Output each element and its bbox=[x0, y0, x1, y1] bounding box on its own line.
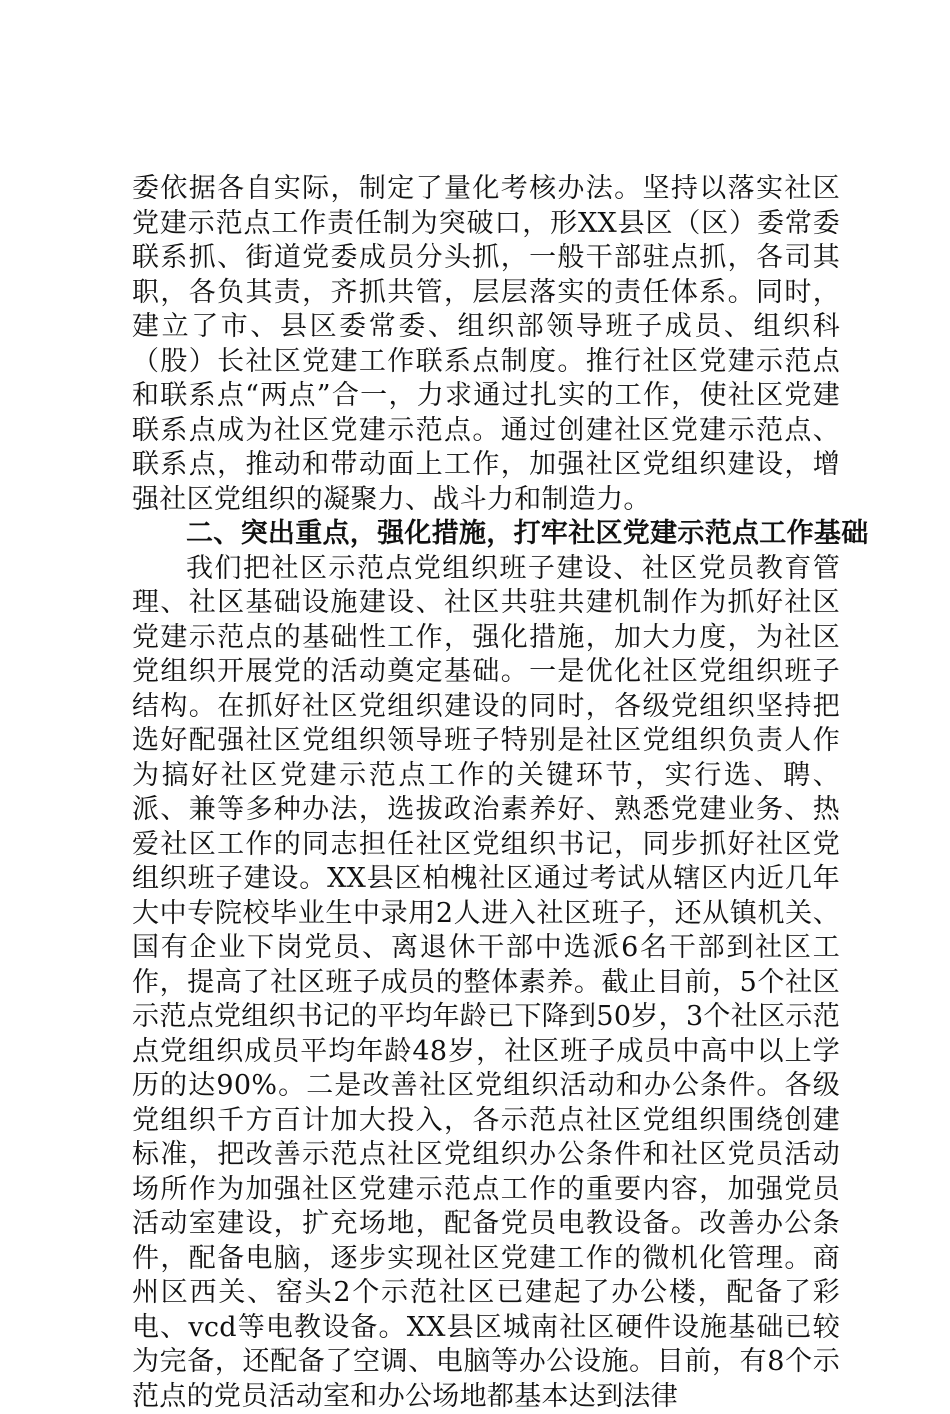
body-paragraph: 我们把社区示范点党组织班子建设、社区党员教育管理、社区基础设施建设、社区共驻共建机制作为抓好社区党建示范点的基础性工作，强化措施，加大力度，为社区党组织开展党的活动奠定基础。一是优化社区党组织班子结构。在抓好社区党组织建设的同时，各级党组织坚持把选好配强社区党组织领导班子特别是社区党组织负责人作为搞好社区党建示范点工作的关键环节，实行选、聘、派、兼等多种办法，选拔政治素养好、熟悉党建业务、热爱社区工作的同志担任社区党组织书记，同步抓好社区党组织班子建设。XX县区柏槐社区通过考试从辖区内近几年大中专院校毕业生中录用2人进入社区班子，还从镇机关、国有企业下岗党员、离退休干部中选派6名干部到社区工作，提高了社区班子成员的整体素养。截止目前，5个社区示范点党组织书记的平均年龄已下降到50岁，3个社区示范点党组织成员平均年龄48岁，社区班子成员中高中以上学历的达90%。二是改善社区党组织活动和办公条件。各级党组织千方百计加大投入，各示范点社区党组织围绕创建标准，把改善示范点社区党组织办公条件和社区党员活动场所作为加强社区党建示范点工作的重要内容，加强党员活动室建设，扩充场地，配备党员电教设备。改善办公条件，配备电脑，逐步实现社区党建工作的微机化管理。商州区西关、窑头2个示范社区已建起了办公楼，配备了彩电、vcd等电教设备。XX县区城南社区硬件设施基础已较为完备，还配备了空调、电脑等办公设施。目前，有8个示范点的党员活动室和办公场地都基本达到法律 bbox=[132, 552, 840, 1414]
body-paragraph-continued: 委依据各自实际，制定了量化考核办法。坚持以落实社区党建示范点工作责任制为突破口，形XX县区（区）委常委联系抓、街道党委成员分头抓，一般干部驻点抓，各司其职，各负其责，齐抓共管，层层落实的责任体系。同时，建立了市、县区委常委、组织部领导班子成员、组织科（股）长社区党建工作联系点制度。推行社区党建示范点和联系点“两点”合一，力求通过扎实的工作，使社区党建联系点成为社区党建示范点。通过创建社区党建示范点、联系点，推动和带动面上工作，加强社区党组织建设，增强社区党组织的凝聚力、战斗力和制造力。 bbox=[132, 172, 840, 517]
document-page bbox=[132, 172, 840, 1414]
section-heading: 二、突出重点，强化措施，打牢社区党建示范点工作基础 bbox=[132, 517, 840, 552]
